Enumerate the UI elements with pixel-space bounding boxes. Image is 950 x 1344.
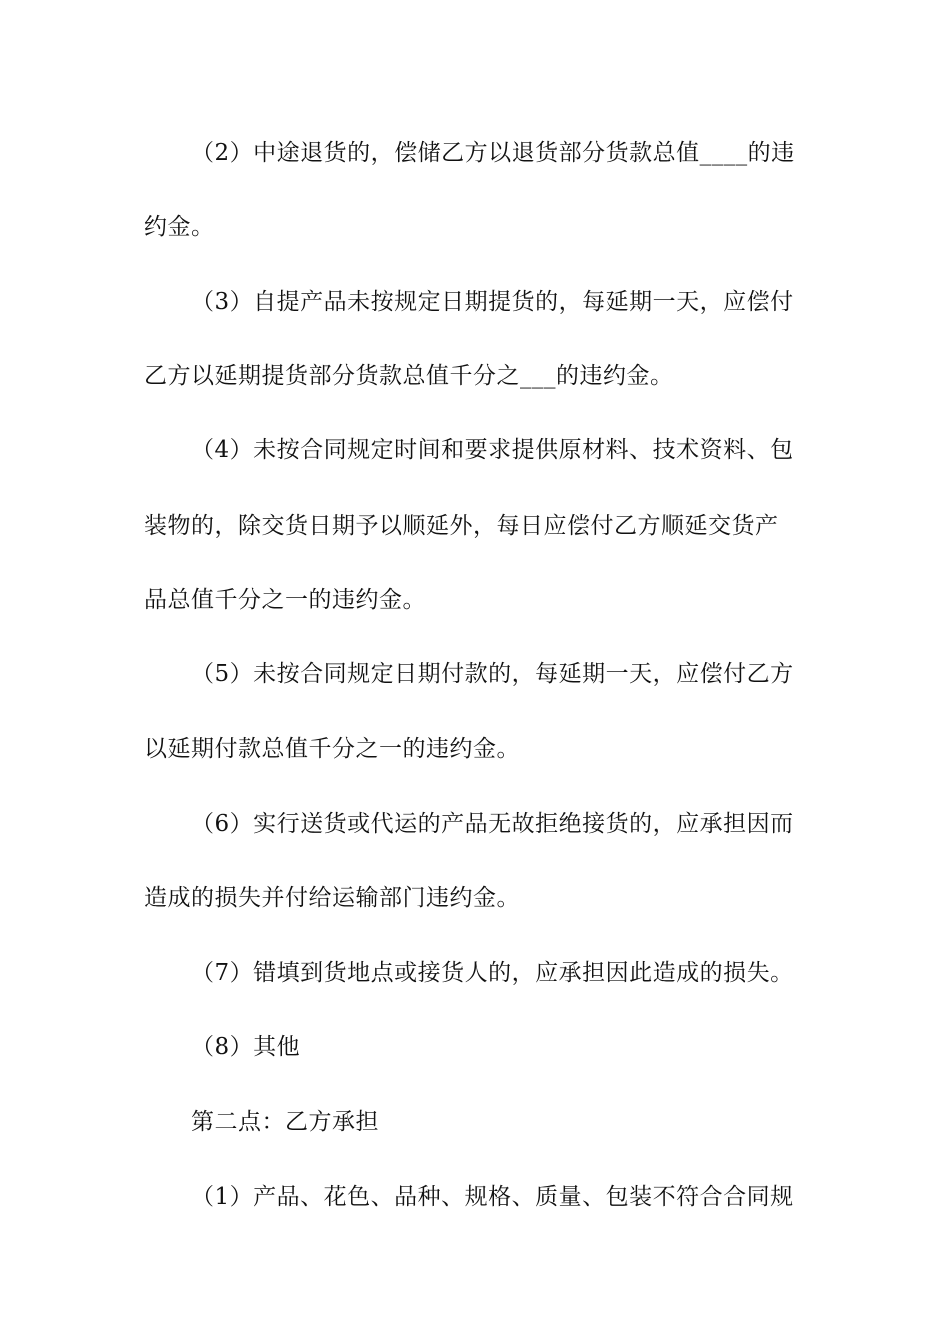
clause-4-line-3: 品总值千分之一的违约金。 bbox=[144, 587, 426, 613]
clause-2-line-2: 约金。 bbox=[144, 214, 215, 240]
clause-3-line-2: 乙方以延期提货部分货款总值千分之___的违约金。 bbox=[144, 363, 674, 389]
clause-4-line-1: （4）未按合同规定时间和要求提供原材料、技术资料、包 bbox=[191, 437, 794, 463]
clause-5-line-1: （5）未按合同规定日期付款的，每延期一天，应偿付乙方 bbox=[191, 661, 794, 687]
clause-4-line-2: 装物的，除交货日期予以顺延外，每日应偿付乙方顺延交货产 bbox=[144, 513, 779, 539]
section-heading: 第二点：乙方承担 bbox=[191, 1109, 379, 1135]
clause-8-line-1: （8）其他 bbox=[191, 1034, 301, 1060]
clause-7-line-1: （7）错填到货地点或接货人的，应承担因此造成的损失。 bbox=[191, 960, 794, 986]
clause-6-line-1: （6）实行送货或代运的产品无故拒绝接货的，应承担因而 bbox=[191, 811, 794, 837]
clause-6-line-2: 造成的损失并付给运输部门违约金。 bbox=[144, 885, 520, 911]
clause-3-line-1: （3）自提产品未按规定日期提货的，每延期一天，应偿付 bbox=[191, 289, 794, 315]
clause-1-line-1: （1）产品、花色、品种、规格、质量、包装不符合合同规 bbox=[191, 1184, 794, 1210]
clause-2-line-1: （2）中途退货的，偿储乙方以退货部分货款总值____的违 bbox=[191, 140, 795, 166]
clause-5-line-2: 以延期付款总值千分之一的违约金。 bbox=[144, 736, 520, 762]
